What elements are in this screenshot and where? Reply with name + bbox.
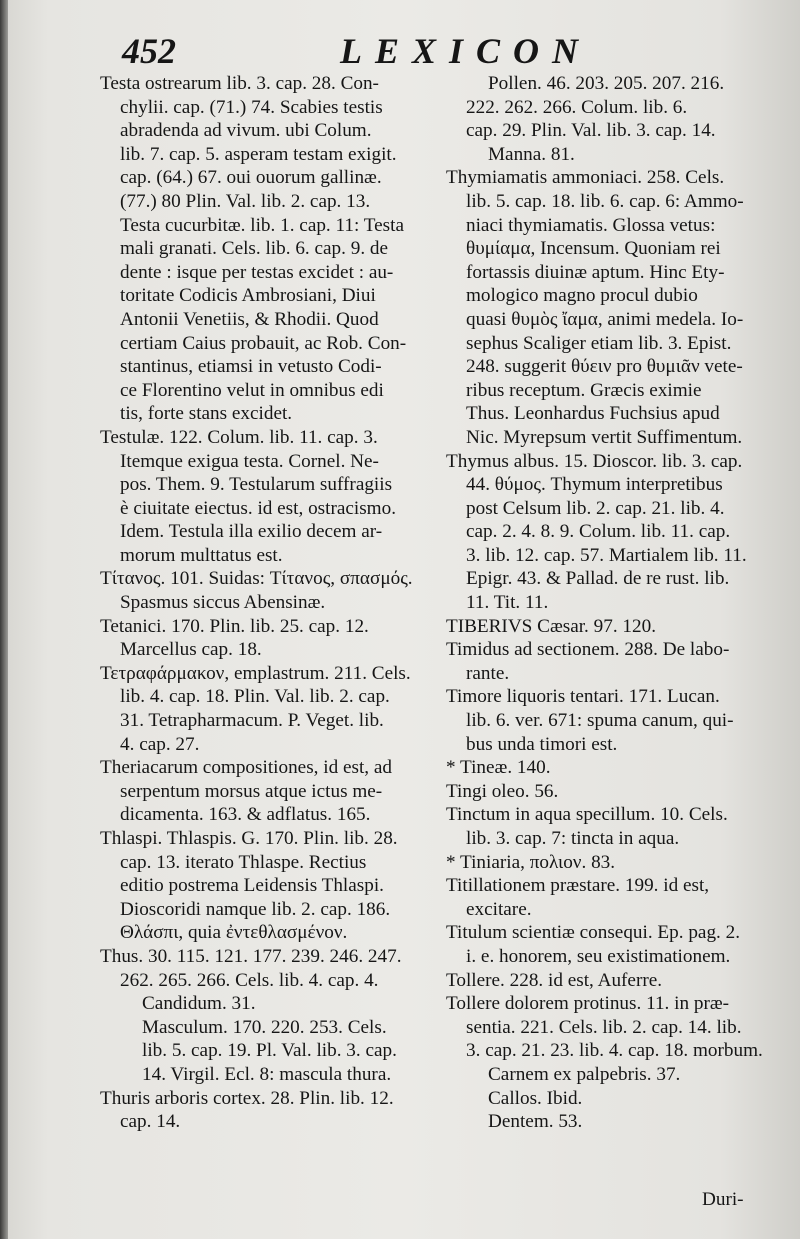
text-line: lib. 5. cap. 19. Pl. Val. lib. 3. cap.	[142, 1040, 397, 1062]
text-line: Idem. Testula illa exilio decem ar-	[120, 521, 383, 543]
text-line: rante.	[466, 662, 510, 684]
text-line: Carnem ex palpebris. 37.	[488, 1063, 681, 1085]
text-line: Tinctum in aqua specillum. 10. Cels.	[446, 804, 728, 826]
text-line: tis, forte stans excidet.	[120, 403, 293, 425]
text-line: * Tineæ. 140.	[446, 757, 551, 779]
text-line: Testa ostrearum lib. 3. cap. 28. Con-	[100, 73, 379, 94]
text-line: mali granati. Cels. lib. 6. cap. 9. de	[120, 238, 389, 260]
text-line: Spasmus siccus Abensinæ.	[120, 592, 326, 614]
text-line: 31. Tetrapharmacum. P. Veget. lib.	[120, 710, 384, 732]
text-line: lib. 6. ver. 671: spuma canum, qui-	[466, 710, 734, 732]
text-line: 262. 265. 266. Cels. lib. 4. cap. 4.	[120, 969, 379, 991]
text-line: Thus. 30. 115. 121. 177. 239. 246. 247.	[100, 945, 402, 967]
text-line: Τίτανος. 101. Suidas: Τίτανος, σπασμός.	[100, 568, 413, 590]
text-line: Tollere. 228. id est, Auferre.	[446, 969, 663, 991]
text-line: i. e. honorem, seu existimationem.	[466, 945, 731, 967]
text-line: Marcellus cap. 18.	[120, 639, 262, 661]
text-line: Τετραφάρμακον, emplastrum. 211. Cels.	[100, 662, 411, 684]
running-header	[0, 26, 800, 70]
text-line: excitare.	[466, 898, 532, 920]
text-line: cap. 14.	[120, 1111, 181, 1133]
text-line: mologico magno procul dubio	[466, 285, 698, 307]
text-line: Θλάσπι, quia ἐντεθλασμένον.	[120, 922, 348, 944]
text-line: Manna. 81.	[488, 143, 575, 165]
text-line: 14. Virgil. Ecl. 8: mascula thura.	[142, 1063, 392, 1085]
text-line: 248. suggerit θύειν pro θυμιᾶν vete-	[466, 356, 743, 378]
text-line: * Tiniaria, πολιον. 83.	[446, 851, 616, 873]
text-line: Thymus albus. 15. Dioscor. lib. 3. cap.	[446, 450, 743, 472]
text-line: stantinus, etiamsi in vetusto Codi-	[120, 356, 382, 378]
text-line: Dioscoridi namque lib. 2. cap. 186.	[120, 898, 391, 920]
text-line: cap. 2. 4. 8. 9. Colum. lib. 11. cap.	[466, 521, 731, 543]
text-line: Thus. Leonhardus Fuchsius apud	[466, 403, 720, 425]
text-line: dicamenta. 163. & adflatus. 165.	[120, 804, 371, 826]
text-line: Timore liquoris tentari. 171. Lucan.	[446, 686, 720, 708]
text-line: abradenda ad vivum. ubi Colum.	[120, 120, 372, 142]
text-line: sephus Scaliger etiam lib. 3. Epist.	[466, 332, 732, 354]
text-line: certiam Caius probauit, ac Rob. Con-	[120, 332, 407, 354]
page-title: LEXICON	[340, 31, 592, 71]
page-number: 452	[122, 31, 176, 71]
text-line: Nic. Myrepsum vertit Suffimentum.	[466, 426, 743, 448]
text-line: Epigr. 43. & Pallad. de re rust. lib.	[466, 568, 730, 590]
text-line: 4. cap. 27.	[120, 733, 200, 755]
text-line: ribus receptum. Græcis eximie	[466, 379, 702, 401]
text-line: lib. 4. cap. 18. Plin. Val. lib. 2. cap.	[120, 686, 390, 708]
text-line: cap. (64.) 67. oui ouorum gallinæ.	[120, 167, 382, 189]
text-line: Tollere dolorem protinus. 11. in præ-	[446, 993, 730, 1015]
text-line: Theriacarum compositiones, id est, ad	[100, 757, 392, 779]
left-column	[100, 72, 440, 1134]
text-line: cap. 13. iterato Thlaspe. Rectius	[120, 851, 367, 873]
text-line: Pollen. 46. 203. 205. 207. 216.	[488, 73, 725, 94]
text-line: Thlaspi. Thlaspis. G. 170. Plin. lib. 28.	[100, 828, 398, 849]
catchword: Duri-	[702, 1189, 744, 1210]
text-line: 3. lib. 12. cap. 57. Martialem lib. 11.	[466, 544, 747, 566]
text-line: Thuris arboris cortex. 28. Plin. lib. 12.	[100, 1087, 394, 1109]
text-line: 11. Tit. 11.	[466, 592, 549, 614]
text-line: Timidus ad sectionem. 288. De labo-	[446, 639, 730, 661]
text-line: Tingi oleo. 56.	[446, 780, 559, 802]
text-line: niaci thymiamatis. Glossa vetus:	[466, 214, 716, 236]
text-line: Testulæ. 122. Colum. lib. 11. cap. 3.	[100, 426, 378, 448]
text-line: Titillationem præstare. 199. id est,	[446, 875, 710, 897]
text-line: serpentum morsus atque ictus me-	[120, 780, 383, 802]
text-line: Testa cucurbitæ. lib. 1. cap. 11: Testa	[120, 214, 404, 236]
text-line: θυμίαμα, Incensum. Quoniam rei	[466, 238, 721, 260]
text-line: Thymiamatis ammoniaci. 258. Cels.	[446, 167, 725, 189]
text-line: Antonii Venetiis, & Rhodii. Quod	[120, 308, 379, 330]
text-line: dente : isque per testas excidet : au-	[120, 261, 394, 283]
text-line: pos. Them. 9. Testularum suffragiis	[120, 474, 393, 496]
text-line: Masculum. 170. 220. 253. Cels.	[142, 1016, 387, 1038]
binding-gutter	[0, 0, 8, 1239]
text-line: lib. 5. cap. 18. lib. 6. cap. 6: Ammo-	[466, 190, 744, 212]
text-line: lib. 7. cap. 5. asperam testam exigit.	[120, 143, 397, 165]
text-line: TIBERIVS Cæsar. 97. 120.	[446, 615, 657, 637]
right-column	[446, 72, 770, 1134]
text-line: bus unda timori est.	[466, 733, 618, 755]
text-line: quasi θυμὸς ἴαμα, animi medela. Io-	[466, 308, 744, 330]
text-line: Tetanici. 170. Plin. lib. 25. cap. 12.	[100, 615, 369, 637]
text-line: morum multtatus est.	[120, 544, 283, 566]
text-line: chylii. cap. (71.) 74. Scabies testis	[120, 96, 383, 118]
text-line: toritate Codicis Ambrosiani, Diui	[120, 285, 376, 307]
text-line: lib. 3. cap. 7: tincta in aqua.	[466, 828, 680, 849]
text-line: cap. 29. Plin. Val. lib. 3. cap. 14.	[466, 120, 716, 142]
text-line: fortassis diuinæ aptum. Hinc Ety-	[466, 261, 725, 283]
text-line: Itemque exigua testa. Cornel. Ne-	[120, 450, 379, 472]
text-line: post Celsum lib. 2. cap. 21. lib. 4.	[466, 497, 725, 519]
text-line: ce Florentino velut in omnibus edi	[120, 379, 384, 401]
text-line: Callos. Ibid.	[488, 1087, 583, 1109]
text-line: 3. cap. 21. 23. lib. 4. cap. 18. morbum.	[466, 1040, 763, 1062]
text-line: (77.) 80 Plin. Val. lib. 2. cap. 13.	[120, 190, 371, 212]
text-line: Candidum. 31.	[142, 993, 256, 1015]
text-line: Dentem. 53.	[488, 1111, 583, 1133]
text-line: 44. θύμος. Thymum interpretibus	[466, 474, 723, 496]
text-line: Titulum scientiæ consequi. Ep. pag. 2.	[446, 922, 741, 944]
text-line: editio postrema Leidensis Thlaspi.	[120, 875, 384, 897]
text-line: è ciuitate eiectus. id est, ostracismo.	[120, 497, 396, 519]
text-line: 222. 262. 266. Colum. lib. 6.	[466, 96, 688, 118]
text-line: sentia. 221. Cels. lib. 2. cap. 14. lib.	[466, 1016, 742, 1038]
